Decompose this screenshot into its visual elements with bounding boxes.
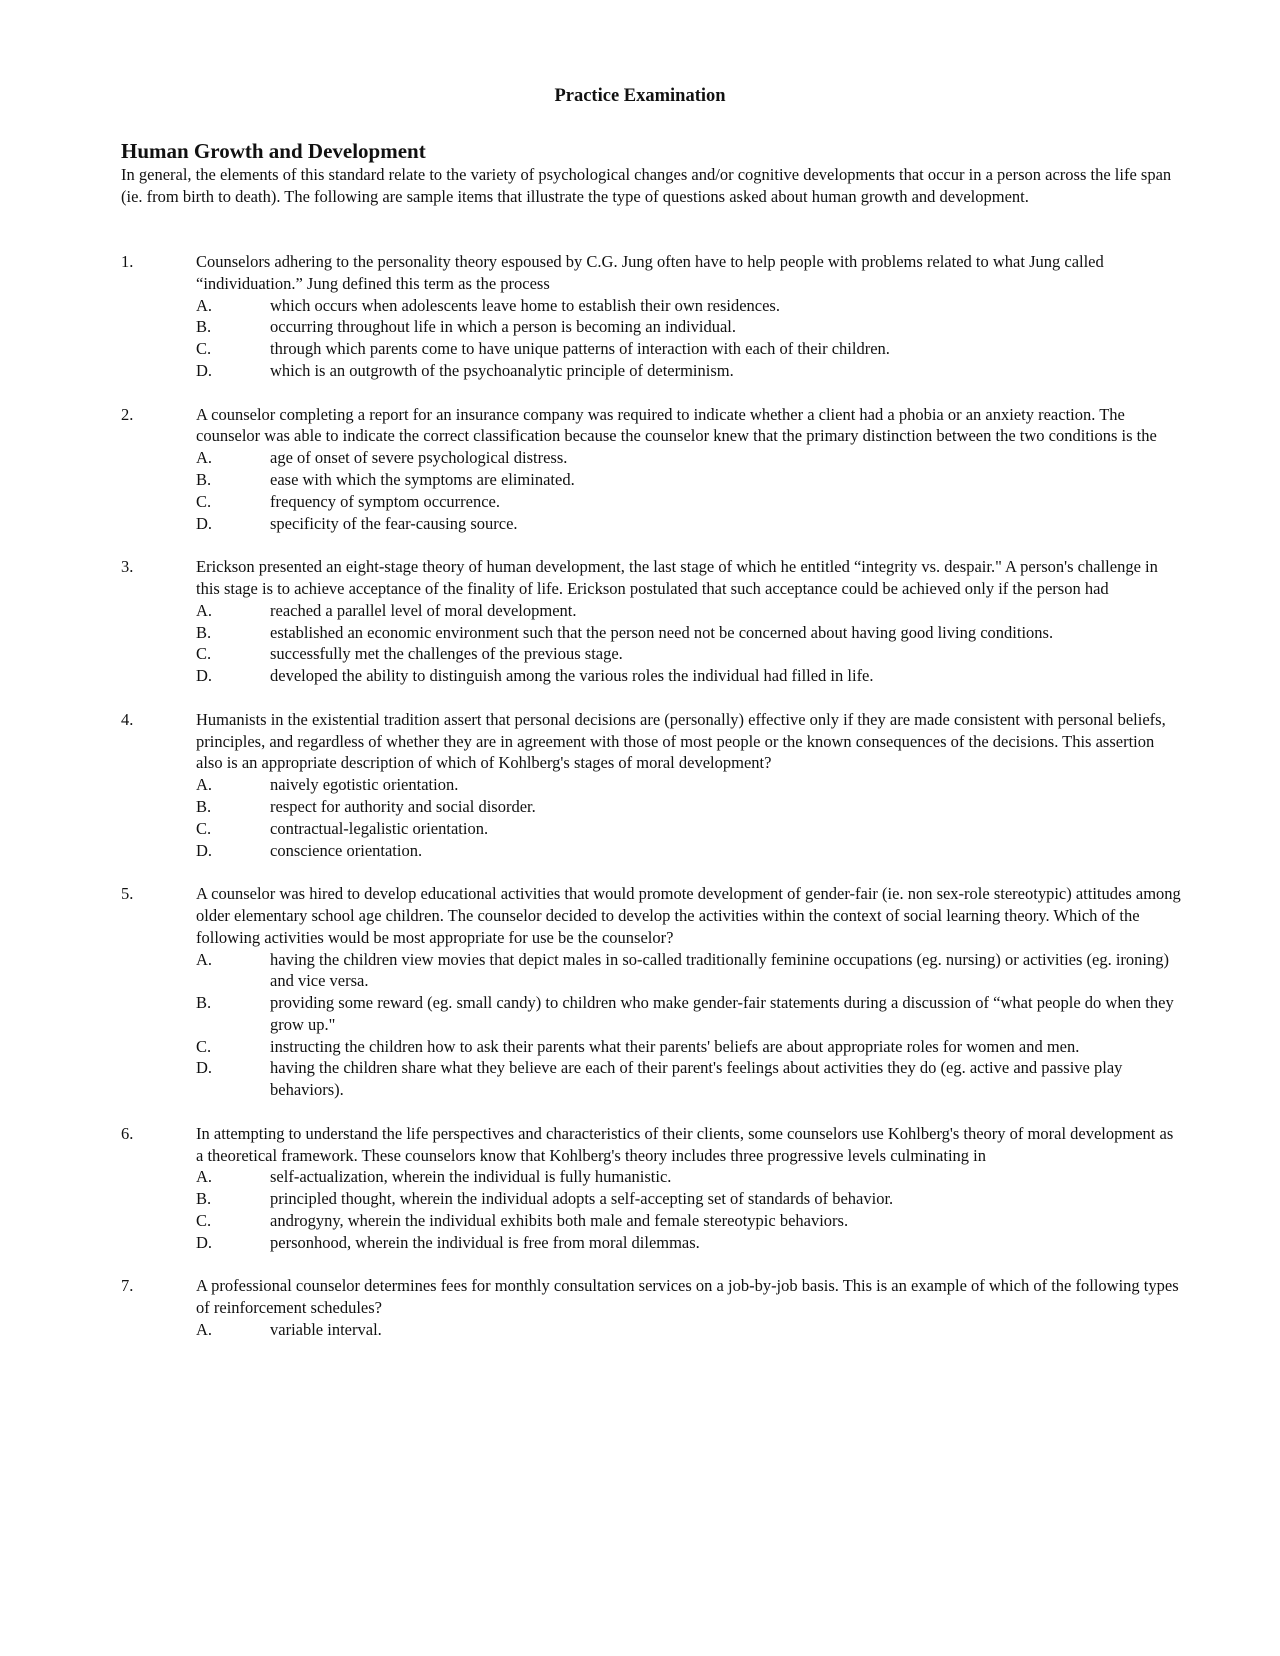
answer-option (196, 1210, 1181, 1232)
question-number: 5. (121, 884, 134, 904)
option-text: established an economic environment such that the person need not be concerned about having good living conditions. (270, 622, 1054, 642)
answer-option (196, 1188, 1181, 1210)
option-text: principled thought, wherein the individual adopts a self-accepting set of standards of behavior. (270, 1189, 894, 1209)
question-4 (121, 709, 1181, 862)
answer-option (196, 796, 1181, 818)
option-letter: D. (196, 840, 213, 860)
answer-option (196, 1057, 1181, 1101)
question-2 (121, 404, 1181, 535)
answer-option (196, 447, 1181, 469)
option-letter: A. (196, 949, 213, 969)
option-letter: A. (196, 775, 213, 795)
option-letter: C. (196, 1211, 212, 1231)
option-letter: A. (196, 600, 213, 620)
option-text: specificity of the fear-causing source. (270, 513, 518, 533)
option-letter: B. (196, 796, 212, 816)
question-number: 6. (121, 1123, 134, 1143)
option-letter: A. (196, 448, 213, 468)
answer-option (196, 338, 1181, 360)
question-stem: A professional counselor determines fees for monthly consultation services on a job-by-job basis. This is an example of which of the following types of reinforcement schedules? (196, 1276, 1179, 1318)
option-letter: C. (196, 818, 212, 838)
option-letter: C. (196, 644, 212, 664)
option-text: instructing the children how to ask their parents what their parents' beliefs are about appropriate roles for women and men. (270, 1036, 1080, 1056)
option-letter: C. (196, 491, 212, 511)
option-text: ease with which the symptoms are eliminated. (270, 469, 575, 489)
option-letter: B. (196, 469, 212, 489)
answer-option (196, 818, 1181, 840)
question-6 (121, 1123, 1181, 1254)
option-letter: B. (196, 993, 212, 1013)
option-letter: A. (196, 295, 213, 315)
option-letter: A. (196, 1167, 213, 1187)
option-text: conscience orientation. (270, 840, 423, 860)
option-letter: D. (196, 1232, 213, 1252)
option-text: variable interval. (270, 1320, 382, 1340)
option-letter: B. (196, 1189, 212, 1209)
answer-option (196, 316, 1181, 338)
question-number: 1. (121, 252, 134, 271)
option-text: age of onset of severe psychological distress. (270, 448, 568, 468)
answer-option (196, 622, 1181, 644)
option-letter: B. (196, 317, 212, 337)
question-1 (121, 251, 1181, 382)
answer-option (196, 949, 1181, 993)
option-text: through which parents come to have unique patterns of interaction with each of their children. (270, 339, 890, 359)
option-letter: C. (196, 1036, 212, 1056)
option-text: respect for authority and social disorder. (270, 796, 536, 816)
answer-option (196, 992, 1181, 1036)
question-number: 2. (121, 404, 134, 424)
option-text: frequency of symptom occurrence. (270, 491, 500, 511)
answer-option (196, 774, 1181, 796)
question-stem: A counselor was hired to develop educational activities that would promote development of gender-fair (ie. non sex-role stereotypic) attitudes among older elementary school age children. The counselor decided to develop the activities within the context of social learning theory. Which of the following activities would be most appropriate for use be the counselor? (196, 884, 1181, 947)
option-text: self-actualization, wherein the individual is fully humanistic. (270, 1167, 672, 1187)
option-text: androgyny, wherein the individual exhibits both male and female stereotypic behaviors. (270, 1211, 849, 1231)
question-stem: Erickson presented an eight-stage theory of human development, the last stage of which he entitled “integrity vs. despair." A person's challenge in this stage is to achieve acceptance of the finality of life. Erickson postulated that such acceptance could be achieved only if the person had (196, 557, 1158, 598)
option-letter: D. (196, 513, 213, 533)
answer-option (196, 491, 1181, 513)
option-text: having the children view movies that depict males in so-called traditionally feminine occupations (eg. nursing) or activities (eg. ironing) and vice versa. (270, 949, 1169, 991)
question-number: 7. (121, 1276, 134, 1296)
answer-option (196, 295, 1181, 317)
answer-option (196, 360, 1181, 382)
option-text: which occurs when adolescents leave home to establish their own residences. (270, 295, 780, 315)
question-3 (121, 556, 1181, 687)
option-text: contractual-legalistic orientation. (270, 818, 489, 838)
option-text: naively egotistic orientation. (270, 775, 459, 795)
answer-option (196, 1166, 1181, 1188)
option-text: providing some reward (eg. small candy) to children who make gender-fair statements during a discussion of “what people do when they grow up." (270, 993, 1174, 1034)
option-letter: D. (196, 360, 213, 380)
question-stem: Counselors adhering to the personality theory espoused by C.G. Jung often have to help people with problems related to what Jung called “individuation.” Jung defined this term as the process (196, 252, 1104, 293)
answer-option (196, 1232, 1181, 1254)
question-stem: Humanists in the existential tradition assert that personal decisions are (personally) effective only if they are made consistent with personal beliefs, principles, and regardless of whether they are in agreement with those of most people or the known consequences of the decisions. This assertion also is an appropriate description of which of Kohlberg's stages of moral development? (196, 709, 1166, 773)
option-letter: D. (196, 1058, 213, 1078)
section-heading: Human Growth and Development (121, 139, 426, 163)
answer-option (196, 600, 1181, 622)
question-5 (121, 883, 1181, 1101)
option-letter: C. (196, 339, 212, 359)
answer-option (196, 643, 1181, 665)
option-text: occurring throughout life in which a person is becoming an individual. (270, 317, 737, 337)
answer-option (196, 513, 1181, 535)
answer-option (196, 1319, 1181, 1341)
question-stem: A counselor completing a report for an insurance company was required to indicate whether a client had a phobia or an anxiety reaction. The counselor was able to indicate the correct classification because the counselor knew that the primary distinction between the two conditions is the (196, 404, 1157, 446)
option-letter: A. (196, 1320, 213, 1340)
answer-option (196, 665, 1181, 687)
option-text: having the children share what they believe are each of their parent's feelings about activities they do (eg. active and passive play behaviors). (270, 1058, 1123, 1100)
section-intro: In general, the elements of this standard relate to the variety of psychological changes and/or cognitive developments that occur in a person across the life span (ie. from birth to death). The following are sample items that illustrate the type of questions asked about human growth and development. (121, 165, 1172, 206)
option-letter: D. (196, 666, 213, 686)
option-text: developed the ability to distinguish among the various roles the individual had filled in life. (270, 666, 874, 686)
question-stem: In attempting to understand the life perspectives and characteristics of their clients, some counselors use Kohlberg's theory of moral development as a theoretical framework. These counselors know that Kohlberg's theory includes three progressive levels culminating in (196, 1123, 1174, 1165)
option-letter: B. (196, 622, 212, 642)
answer-option (196, 840, 1181, 862)
page-title: Practice Examination (554, 86, 726, 106)
question-list (121, 251, 1181, 1363)
answer-option (196, 1036, 1181, 1058)
answer-option (196, 469, 1181, 491)
question-number: 4. (121, 709, 134, 729)
option-text: successfully met the challenges of the previous stage. (270, 644, 623, 664)
option-text: personhood, wherein the individual is free from moral dilemmas. (270, 1232, 700, 1252)
option-text: which is an outgrowth of the psychoanalytic principle of determinism. (270, 360, 734, 380)
option-text: reached a parallel level of moral development. (270, 600, 577, 620)
question-7 (121, 1275, 1181, 1340)
question-number: 3. (121, 557, 134, 577)
